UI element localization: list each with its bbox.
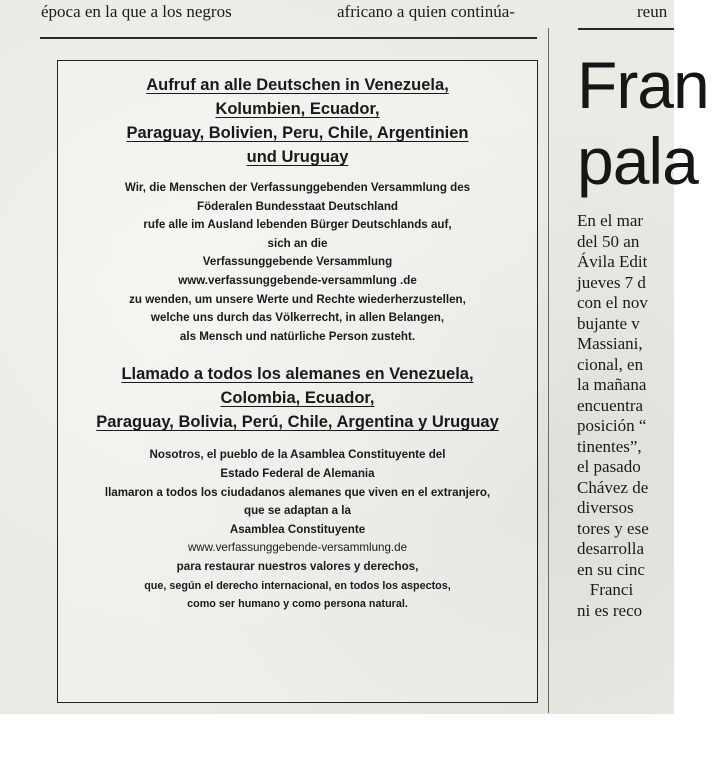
page-bottom-blank <box>0 713 674 779</box>
spanish-body-line: llamaron a todos los ciudadanos alemanes que viven en el extranjero, <box>104 485 491 499</box>
article-line: con el nov <box>577 293 648 312</box>
top-text-col2: africano a quien continúa- <box>337 2 515 21</box>
article-line: jueves 7 d <box>577 272 646 292</box>
article-line: posición “ <box>577 416 647 435</box>
top-text-row <box>0 0 674 28</box>
article-line: bujante v <box>577 313 640 333</box>
top-text-col3: reun <box>637 2 668 21</box>
german-body-line: zu wenden, um unsere Werte und Rechte wiederherzustellen, <box>129 292 466 306</box>
article-column <box>577 211 717 621</box>
spanish-body-line: como ser humano y como persona natural. <box>187 598 408 611</box>
article-line: desarrolla <box>577 539 645 558</box>
german-body-line: Verfassunggebende Versammlung <box>202 255 393 269</box>
spanish-body-line: para restaurar nuestros valores y derechos, <box>176 559 419 573</box>
article-line: Franci <box>577 580 634 599</box>
article-line: encuentra <box>577 395 644 415</box>
german-body-line: sich an die <box>267 236 328 250</box>
spanish-heading-line: Llamado a todos los alemanes en Venezuela, <box>121 365 474 384</box>
spanish-body-line: Estado Federal de Alemania <box>220 466 375 480</box>
german-heading-line: Paraguay, Bolivien, Peru, Chile, Argentinien <box>126 124 469 142</box>
spanish-body-line: Nosotros, el pueblo de la Asamblea Constituyente del <box>149 448 446 462</box>
top-text-col1: época en la que a los negros <box>41 2 232 21</box>
article-line: En el mar <box>577 211 644 230</box>
german-body-line: Föderalen Bundesstaat Deutschland <box>197 199 398 213</box>
german-heading-line: und Uruguay <box>246 148 349 166</box>
article-line: el pasado <box>577 457 641 476</box>
german-body-line: als Mensch und natürliche Person zusteht. <box>179 329 416 343</box>
german-body-line: rufe alle im Ausland lebenden Bürger Deutschlands auf, <box>143 218 452 232</box>
german-heading-line: Aufruf an alle Deutschen in Venezuela, <box>146 76 449 94</box>
german-heading-line: Kolumbien, Ecuador, <box>215 100 380 118</box>
advertisement-content <box>58 61 537 614</box>
article-line: cional, en <box>577 354 644 374</box>
article-line: del 50 an <box>577 231 640 251</box>
article-line: en su cinc <box>577 559 645 579</box>
german-website: www.verfassunggebende-versammlung .de <box>178 273 417 287</box>
column-divider <box>548 28 549 713</box>
ad-top-rule <box>40 37 537 39</box>
headline-line-2: pala <box>577 124 698 198</box>
article-line: tinentes”, <box>577 436 642 456</box>
article-top-rule <box>578 28 674 30</box>
spanish-heading-line: Colombia, Ecuador, <box>220 389 375 408</box>
article-line: ni es reco <box>577 600 643 620</box>
german-body-line: welche uns durch das Völkerrecht, in allen Belangen, <box>150 311 445 325</box>
headline-line-1: Fran <box>577 48 709 122</box>
article-line: Ávila Edit <box>577 252 648 271</box>
article-line: Chávez de <box>577 477 649 497</box>
advertisement-box <box>57 60 538 703</box>
spanish-body-line: que, según el derecho internacional, en todos los aspectos, <box>144 579 451 592</box>
article-line: tores y ese <box>577 518 649 538</box>
article-line: la mañana <box>577 375 647 394</box>
spanish-website: www.verfassunggebende-versammlung.de <box>187 541 408 555</box>
spanish-heading-line: Paraguay, Bolivia, Perú, Chile, Argentina y Uruguay <box>96 413 499 432</box>
spanish-body-line: Asamblea Constituyente <box>229 522 366 536</box>
spanish-body-line: que se adaptan a la <box>244 504 351 518</box>
article-line: diversos <box>577 498 634 517</box>
article-line: Massiani, <box>577 334 643 353</box>
german-body-line: Wir, die Menschen der Verfassunggebenden Versammlung des <box>124 181 471 194</box>
